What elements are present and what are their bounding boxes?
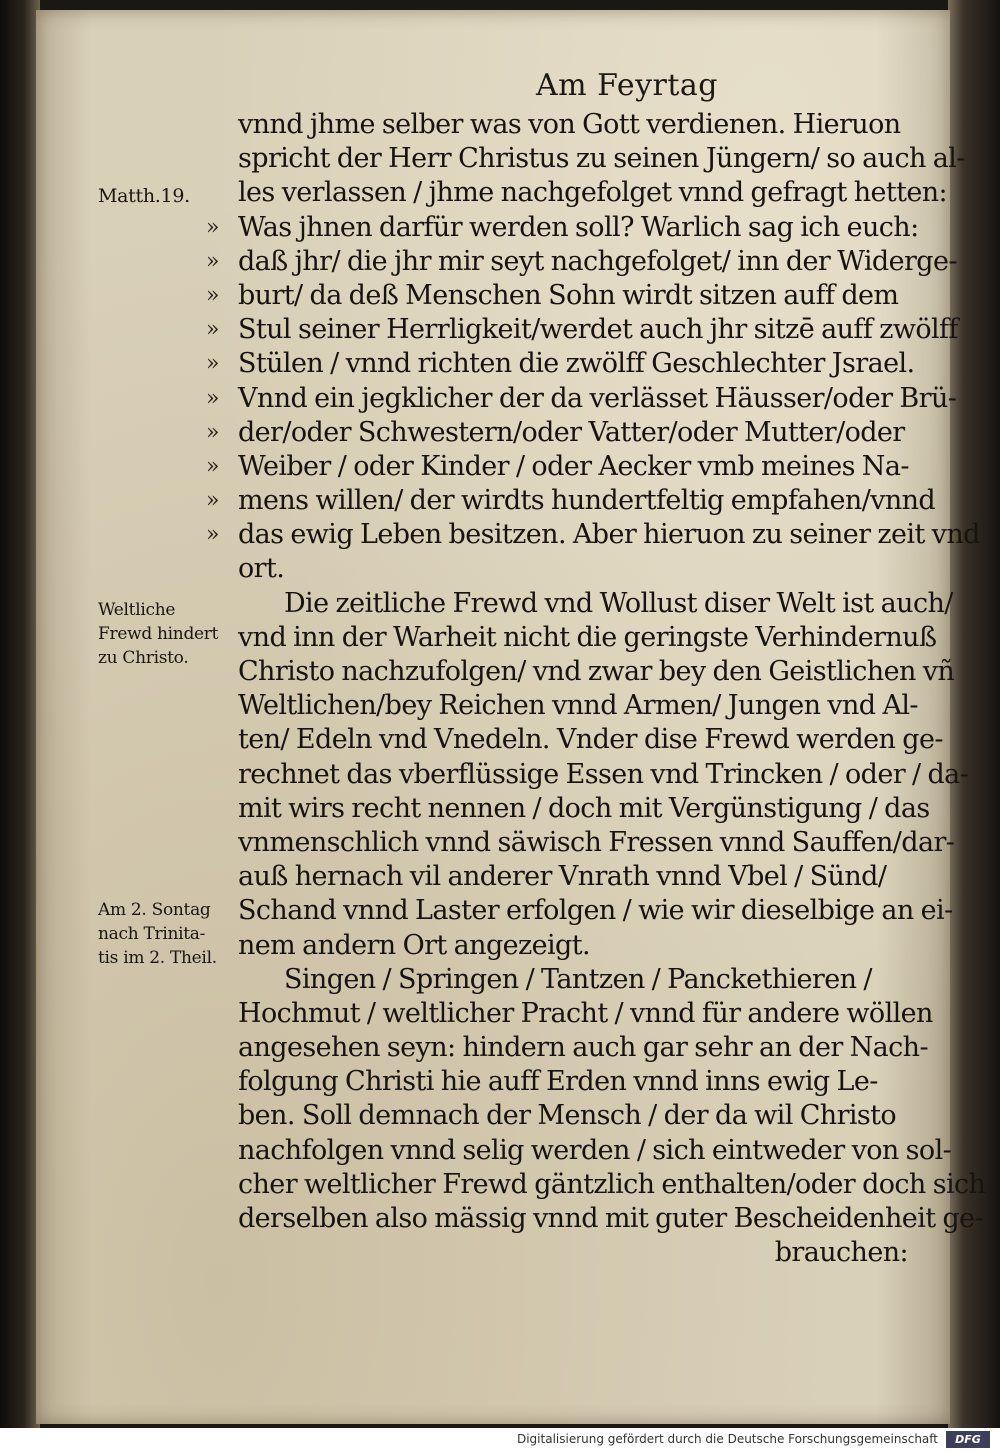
text-line <box>206 245 957 279</box>
text-line <box>206 416 938 450</box>
text-line <box>238 552 938 586</box>
text-line <box>238 1031 938 1065</box>
text-line-content: Was jhnen darfür werden soll? Warlich sag ich euch: <box>238 211 919 243</box>
text-line-content: burt/ da deß Menschen Sohn wirdt sitzen auff dem <box>238 279 899 311</box>
margin-note-line: Weltliche <box>98 600 176 620</box>
text-line-content: rechnet das vberflüssige Essen vnd Trincken / oder / da- <box>238 758 969 790</box>
text-line <box>206 313 958 347</box>
text-line-content: cher weltlicher Frewd gäntzlich enthalten/oder doch sich <box>238 1168 986 1200</box>
text-line-content: mit wirs recht nennen / doch mit Vergünstigung / das <box>238 792 930 824</box>
margin-note-matth <box>98 184 238 208</box>
dfg-logo: DFG <box>946 1431 990 1448</box>
text-line <box>238 1202 984 1236</box>
scan-edge-left <box>0 0 40 1452</box>
text-line <box>238 929 938 963</box>
quote-mark: » <box>206 214 219 240</box>
margin-note-line: Frewd hindert <box>98 624 219 644</box>
text-line-content: mens willen/ der wirdts hundertfeltig empfahen/vnnd <box>238 485 936 517</box>
margin-note-line: zu Christo. <box>98 648 189 668</box>
text-line-content: vnd inn der Warheit nicht die geringste Verhindernuß <box>238 621 937 653</box>
text-line <box>238 655 955 689</box>
text-line-content: vnmenschlich vnnd säwisch Fressen vnnd Sauffen/dar- <box>238 826 955 858</box>
quote-mark: » <box>206 488 219 514</box>
text-line-content: nachfolgen vnnd selig werden / sich eintweder von sol- <box>238 1134 952 1166</box>
margin-note-line: Matth.19. <box>98 185 190 207</box>
text-line <box>238 894 953 928</box>
text-line-content: les verlassen / jhme nachgefolget vnnd gefragt hetten: <box>238 177 948 209</box>
text-line-content: ten/ Edeln vnd Vnedeln. Vnder dise Frewd werden ge- <box>238 724 943 756</box>
text-line <box>238 108 938 142</box>
text-line <box>238 176 948 210</box>
text-line-content: Christo nachzufolgen/ vnd zwar bey den Geistlichen vñ <box>238 656 955 687</box>
quote-mark: » <box>206 351 219 377</box>
text-line-content: Schand vnnd Laster erfolgen / wie wir dieselbige an ei- <box>238 895 953 927</box>
text-line <box>238 1236 938 1270</box>
text-line-content: folgung Christi hie auff Erden vnnd inns ewig Le- <box>238 1066 878 1098</box>
text-line <box>238 1134 952 1168</box>
running-head: Am Feyrtag <box>536 68 719 103</box>
text-line <box>206 382 957 416</box>
text-line-content: daß jhr/ die jhr mir seyt nachgefolget/ inn der Widerge- <box>238 245 957 277</box>
text-line-content: Vnnd ein jegklicher der da verlässet Häusser/oder Brü- <box>238 382 957 414</box>
quote-mark: » <box>206 522 219 548</box>
text-line-content: Die zeitliche Frewd vnd Wollust diser Welt ist auch/ <box>284 587 953 619</box>
margin-note-line: Am 2. Sontag <box>98 900 211 920</box>
text-line-content: nem andern Ort angezeigt. <box>238 929 590 961</box>
quote-mark: » <box>206 419 219 445</box>
text-line-content: ort. <box>238 553 285 585</box>
quote-mark: » <box>206 453 219 479</box>
text-line-content: der/oder Schwestern/oder Vatter/oder Mutter/oder <box>238 416 905 448</box>
text-line-content: vnnd jhme selber was von Gott verdienen. Hieruon <box>238 109 901 140</box>
margin-note-line: nach Trinita- <box>98 924 206 944</box>
footer-credit: Digitalisierung gefördert durch die Deutsche Forschungsgemeinschaft <box>516 1432 938 1446</box>
text-line <box>238 758 969 792</box>
quote-mark: » <box>206 248 219 274</box>
body-text <box>206 108 986 1270</box>
text-line-content: Hochmut / weltlicher Pracht / vnnd für andere wöllen <box>238 997 933 1029</box>
text-line <box>238 723 943 757</box>
text-line <box>238 792 938 826</box>
text-line <box>206 347 938 381</box>
text-line-content: brauchen: <box>774 1237 908 1269</box>
text-line-content: Weiber / oder Kinder / oder Aecker vmb meines Na- <box>238 450 909 482</box>
text-line <box>238 689 938 723</box>
footer-bar <box>0 1428 1000 1452</box>
text-line-content: Stülen / vnnd richten die zwölff Geschlechter Jsrael. <box>238 348 915 380</box>
text-line <box>238 860 938 894</box>
text-line-content: Weltlichen/bey Reichen vnnd Armen/ Jungen vnd Al- <box>238 690 918 722</box>
text-line <box>238 1065 938 1099</box>
text-line <box>206 211 938 245</box>
text-line-content: Stul seiner Herrligkeit/werdet auch jhr sitzē auff zwölff <box>238 314 958 346</box>
text-line <box>238 1168 986 1202</box>
quote-mark: » <box>206 317 219 343</box>
text-line <box>206 450 938 484</box>
text-line <box>238 142 965 176</box>
margin-note-weltliche-frewd <box>98 598 238 670</box>
text-line-content: auß hernach vil anderer Vnrath vnnd Vbel / Sünd/ <box>238 861 887 893</box>
text-line-content: Singen / Springen / Tantzen / Panckethieren / <box>284 963 872 995</box>
text-line <box>238 1099 938 1133</box>
text-line-content: das ewig Leben besitzen. Aber hieruon zu seiner zeit vnd <box>238 519 980 551</box>
text-line-content: ben. Soll demnach der Mensch / der da wil Christo <box>238 1100 897 1132</box>
margin-note-trinitatis <box>98 898 238 970</box>
text-line <box>238 621 938 655</box>
text-line-content: derselben also mässig vnnd mit guter Bescheidenheit ge- <box>238 1203 984 1234</box>
text-line <box>206 279 938 313</box>
text-line <box>206 518 980 552</box>
quote-mark: » <box>206 282 219 308</box>
scan-edge-right <box>948 0 1000 1452</box>
text-line <box>238 587 953 621</box>
text-line <box>238 997 938 1031</box>
text-line <box>238 963 938 997</box>
text-line <box>238 826 955 860</box>
text-line <box>206 484 938 518</box>
margin-note-line: tis im 2. Theil. <box>98 948 217 968</box>
text-line-content: angesehen seyn: hindern auch gar sehr an der Nach- <box>238 1032 928 1064</box>
text-line-content: spricht der Herr Christus zu seinen Jüngern/ so auch al- <box>238 143 965 175</box>
quote-mark: » <box>206 385 219 411</box>
